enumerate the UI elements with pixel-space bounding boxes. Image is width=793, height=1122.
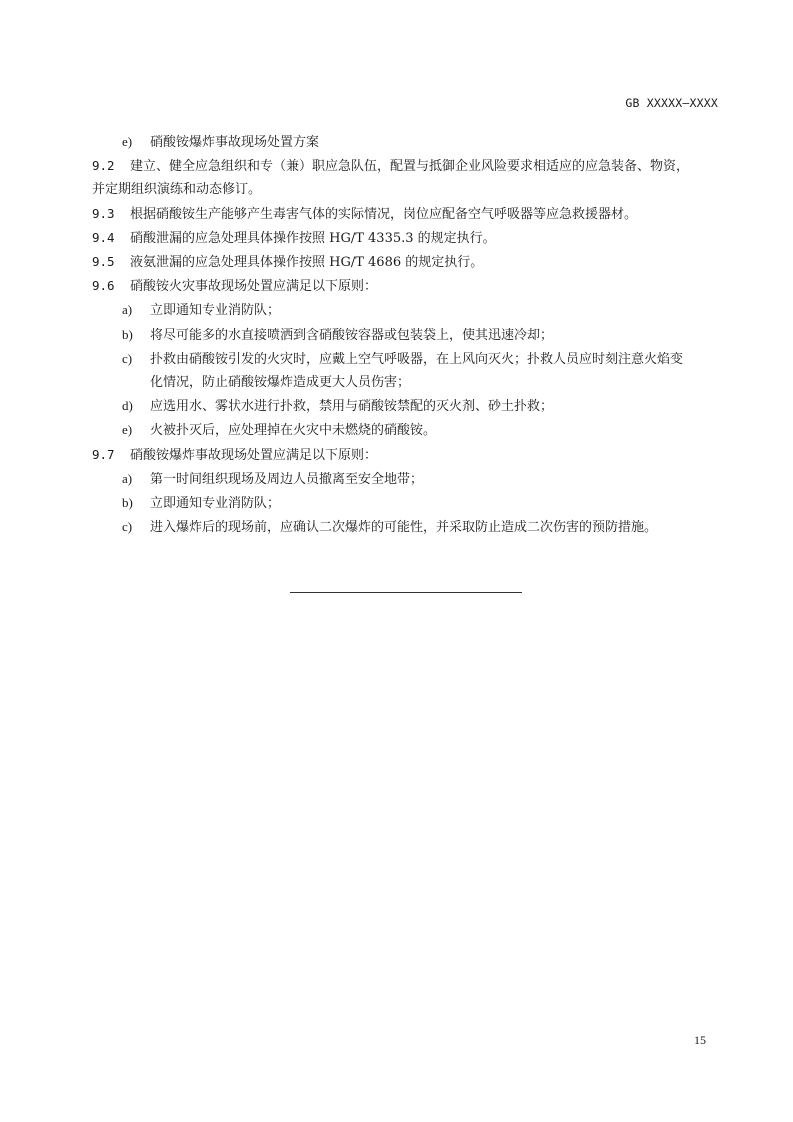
list-item-label: b) <box>122 326 133 342</box>
clause-number: 9.4 <box>92 229 115 245</box>
list-item-e-emergency-plan <box>92 130 722 154</box>
list-item-text: 硝酸铵爆炸事故现场处置方案 <box>150 135 320 150</box>
list-item-continuation: 化情况，防止硝酸铵爆炸造成更大人员伤害； <box>150 375 411 391</box>
clause-number: 9.3 <box>92 205 115 221</box>
list-item <box>92 347 722 371</box>
clause-9-4 <box>92 226 722 250</box>
list-item <box>92 515 722 539</box>
list-item-text: 进入爆炸后的现场前，应确认二次爆炸的可能性，并采取防止造成二次伤害的预防措施。 <box>150 520 658 536</box>
list-item <box>92 467 722 491</box>
list-item <box>92 298 722 322</box>
clause-text: 硝酸泄漏的应急处理具体操作按照 HG/T 4335.3 的规定执行。 <box>130 230 496 246</box>
list-item <box>92 394 722 418</box>
list-item-label: e) <box>122 422 133 438</box>
clause-9-2 <box>92 154 722 178</box>
list-item-text: 应选用水、雾状水进行扑救，禁用与硝酸铵禁配的灭火剂、砂土扑救； <box>150 399 554 415</box>
list-item-label: a) <box>122 302 133 318</box>
list-item <box>92 323 722 347</box>
clause-9-2-continuation: 并定期组织演练和动态修订。 <box>92 182 262 198</box>
clause-number: 9.7 <box>92 446 115 462</box>
list-item-label: c) <box>122 519 133 535</box>
list-item-text: 立即通知专业消防队； <box>150 303 281 319</box>
list-item-label: b) <box>122 495 133 511</box>
clause-9-7 <box>92 443 722 467</box>
list-item-text: 第一时间组织现场及周边人员撤离至安全地带； <box>150 471 424 487</box>
page-number: 15 <box>694 1033 706 1047</box>
end-of-document-rule <box>290 592 522 593</box>
list-item-text: 扑救由硝酸铵引发的火灾时，应戴上空气呼吸器，在上风向灭火；扑救人员应时刻注意火焰变 <box>150 351 684 367</box>
clause-number: 9.2 <box>92 158 115 174</box>
list-item <box>92 418 722 442</box>
clause-text: 硝酸铵爆炸事故现场处置应满足以下原则： <box>130 447 378 463</box>
list-item-label: c) <box>122 350 133 366</box>
clause-text: 硝酸铵火灾事故现场处置应满足以下原则： <box>130 279 378 295</box>
list-item-text: 将尽可能多的水直接喷洒到含硝酸铵容器或包装袋上，使其迅速冷却； <box>150 327 554 343</box>
clause-text: 液氨泄漏的应急处理具体操作按照 HG/T 4686 的规定执行。 <box>130 255 484 271</box>
list-item <box>92 491 722 515</box>
list-item-label: e) <box>122 134 133 149</box>
clause-9-6 <box>92 274 722 298</box>
clause-9-5 <box>92 250 722 274</box>
list-item-text: 火被扑灭后，应处理掉在火灾中未燃烧的硝酸铵。 <box>150 423 437 439</box>
list-item-label: a) <box>122 470 133 486</box>
list-item-label: d) <box>122 398 133 414</box>
document-code-header: GB XXXXX—XXXX <box>625 96 718 110</box>
clause-text: 建立、健全应急组织和专（兼）职应急队伍，配置与抵御企业风险要求相适应的应急装备、物资， <box>130 159 690 175</box>
clause-9-3 <box>92 202 722 226</box>
clause-text: 根据硝酸铵生产能够产生毒害气体的实际情况，岗位应配备空气呼吸器等应急救援器材。 <box>130 206 638 222</box>
clause-number: 9.5 <box>92 254 115 270</box>
list-item-text: 立即通知专业消防队； <box>150 496 281 512</box>
clause-number: 9.6 <box>92 278 115 294</box>
document-body <box>92 130 722 539</box>
